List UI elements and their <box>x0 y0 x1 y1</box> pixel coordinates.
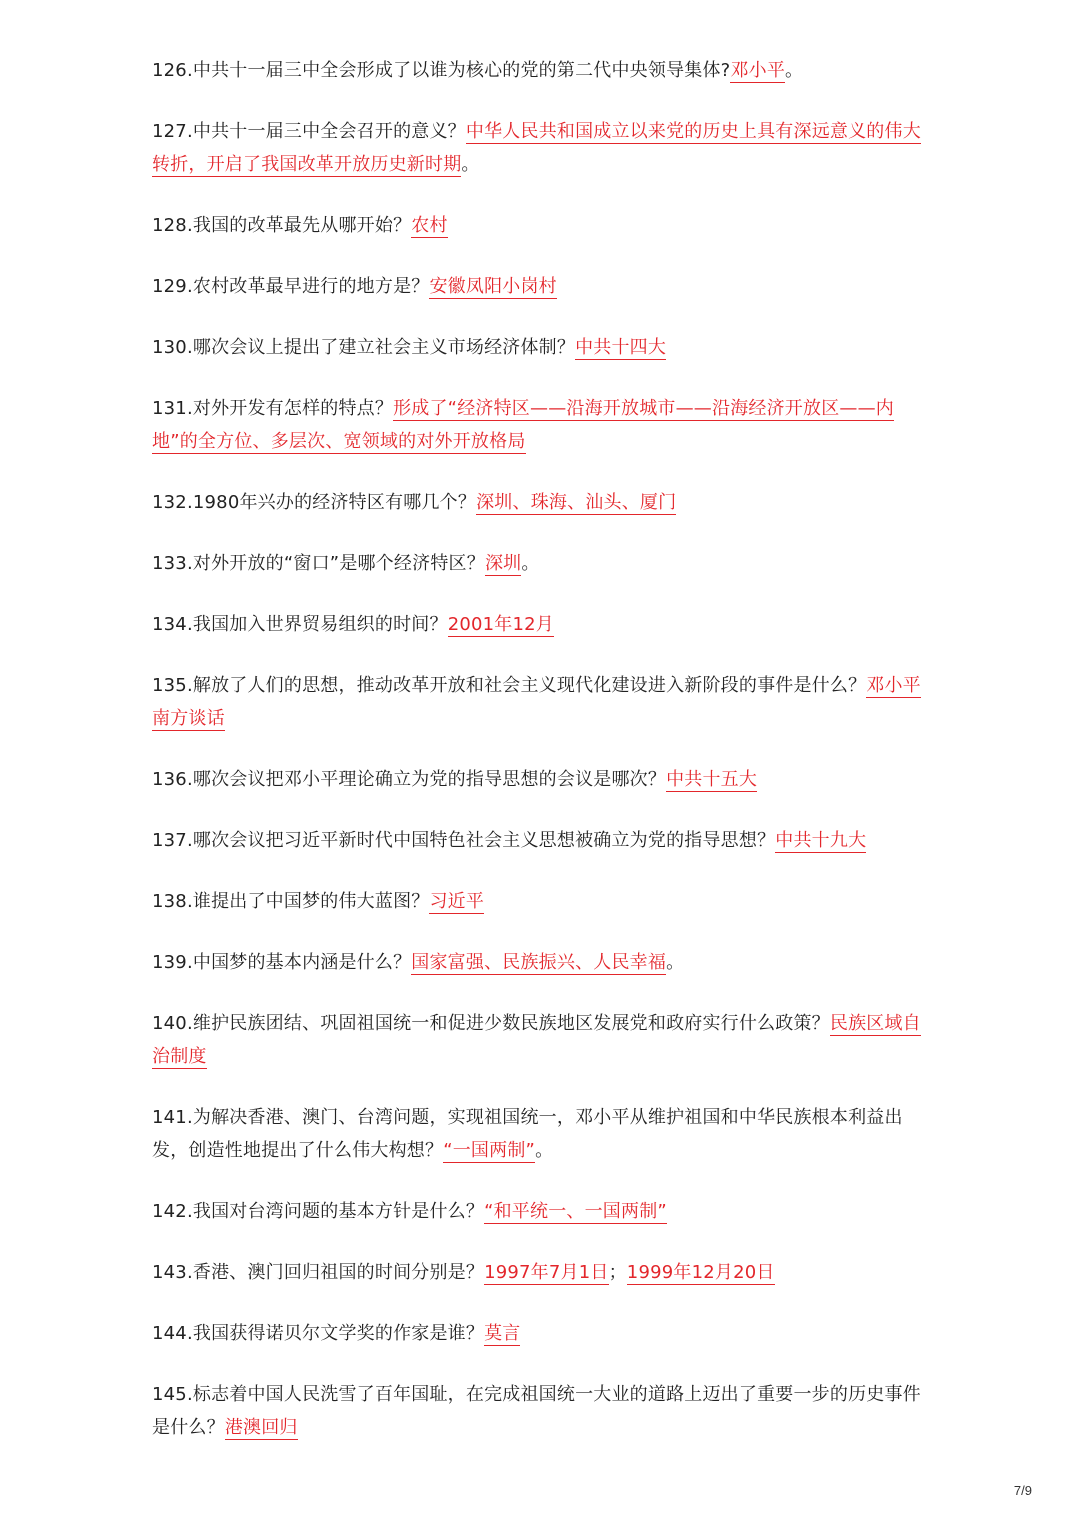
question-text: 134.我国加入世界贸易组织的时间？ <box>152 614 448 635</box>
qa-item <box>152 885 932 918</box>
answer-text: 中共十九大 <box>775 830 867 851</box>
question-text: 141.为解决香港、澳门、台湾问题，实现祖国统一，邓小平从维护祖国和中华民族根本利益出发，创造性地提出了什么伟大构想？ <box>152 1107 903 1161</box>
answer-text: 深圳 <box>484 553 522 574</box>
punctuation: 。 <box>535 1140 554 1161</box>
qa-item <box>152 669 932 735</box>
punctuation: ； <box>608 1262 627 1283</box>
qa-item <box>152 486 932 519</box>
answer-text: 形成了“经济特区——沿海开放城市——沿海经济开放区——内地”的全方位、多层次、宽领域的对外开放格局 <box>152 398 895 452</box>
question-text: 129.农村改革最早进行的地方是？ <box>152 276 430 297</box>
punctuation: 。 <box>785 60 804 81</box>
answer-text: 港澳回归 <box>224 1417 298 1438</box>
answer-text: 中共十四大 <box>575 337 667 358</box>
punctuation: 。 <box>521 553 540 574</box>
question-text: 126.中共十一届三中全会形成了以谁为核心的党的第二代中央领导集体? <box>152 60 731 81</box>
answer-text: “和平统一、一国两制” <box>484 1201 667 1222</box>
question-text: 133.对外开放的“窗口”是哪个经济特区？ <box>152 553 485 574</box>
answer-text: 习近平 <box>429 891 485 912</box>
answer-text: 2001年12月 <box>447 614 555 635</box>
qa-item <box>152 1007 932 1073</box>
question-text: 138.谁提出了中国梦的伟大蓝图？ <box>152 891 430 912</box>
qa-list <box>152 54 932 1472</box>
answer-text: 农村 <box>411 215 448 236</box>
answer-text: 1997年7月1日 <box>484 1262 609 1283</box>
punctuation: 。 <box>461 154 480 175</box>
qa-item <box>152 331 932 364</box>
question-text: 144.我国获得诺贝尔文学奖的作家是谁？ <box>152 1323 485 1344</box>
question-text: 135.解放了人们的思想，推动改革开放和社会主义现代化建设进入新阶段的事件是什么？ <box>152 675 867 696</box>
answer-text: 深圳、珠海、汕头、厦门 <box>476 492 677 513</box>
question-text: 145.标志着中国人民洗雪了百年国耻，在完成祖国统一大业的道路上迈出了重要一步的历史事件是什么？ <box>152 1384 921 1438</box>
answer-text: 邓小平 <box>730 60 786 81</box>
question-text: 130.哪次会议上提出了建立社会主义市场经济体制？ <box>152 337 576 358</box>
question-text: 127.中共十一届三中全会召开的意义？ <box>152 121 466 142</box>
qa-item <box>152 608 932 641</box>
qa-item <box>152 547 932 580</box>
question-text: 136.哪次会议把邓小平理论确立为党的指导思想的会议是哪次？ <box>152 769 667 790</box>
question-text: 142.我国对台湾问题的基本方针是什么？ <box>152 1201 485 1222</box>
punctuation: 。 <box>666 952 685 973</box>
qa-item <box>152 115 932 181</box>
question-text: 128.我国的改革最先从哪开始？ <box>152 215 412 236</box>
qa-item <box>152 1101 932 1167</box>
answer-text: 中共十五大 <box>666 769 758 790</box>
qa-item <box>152 946 932 979</box>
qa-item <box>152 1256 932 1289</box>
answer-text: 邓小平南方谈话 <box>152 675 921 729</box>
qa-item <box>152 1378 932 1444</box>
question-text: 132.1980年兴办的经济特区有哪几个？ <box>152 492 477 513</box>
qa-item <box>152 763 932 796</box>
qa-item <box>152 1317 932 1350</box>
page-number: 7/9 <box>1013 1483 1032 1498</box>
answer-text: 1999年12月20日 <box>626 1262 775 1283</box>
question-text: 143.香港、澳门回归祖国的时间分别是？ <box>152 1262 485 1283</box>
qa-item <box>152 824 932 857</box>
answer-text: 民族区域自治制度 <box>152 1013 921 1067</box>
question-text: 137.哪次会议把习近平新时代中国特色社会主义思想被确立为党的指导思想？ <box>152 830 776 851</box>
qa-item <box>152 270 932 303</box>
answer-text: 国家富强、民族振兴、人民幸福 <box>411 952 667 973</box>
qa-item <box>152 54 932 87</box>
answer-text: “一国两制” <box>443 1140 536 1161</box>
qa-item <box>152 392 932 458</box>
answer-text: 中华人民共和国成立以来党的历史上具有深远意义的伟大转折，开启了我国改革开放历史新时期 <box>152 121 921 175</box>
answer-text: 安徽凤阳小岗村 <box>429 276 557 297</box>
qa-item <box>152 209 932 242</box>
answer-text: 莫言 <box>484 1323 521 1344</box>
question-text: 131.对外开发有怎样的特点？ <box>152 398 394 419</box>
question-text: 139.中国梦的基本内涵是什么？ <box>152 952 412 973</box>
question-text: 140.维护民族团结、巩固祖国统一和促进少数民族地区发展党和政府实行什么政策？ <box>152 1013 830 1034</box>
qa-item <box>152 1195 932 1228</box>
